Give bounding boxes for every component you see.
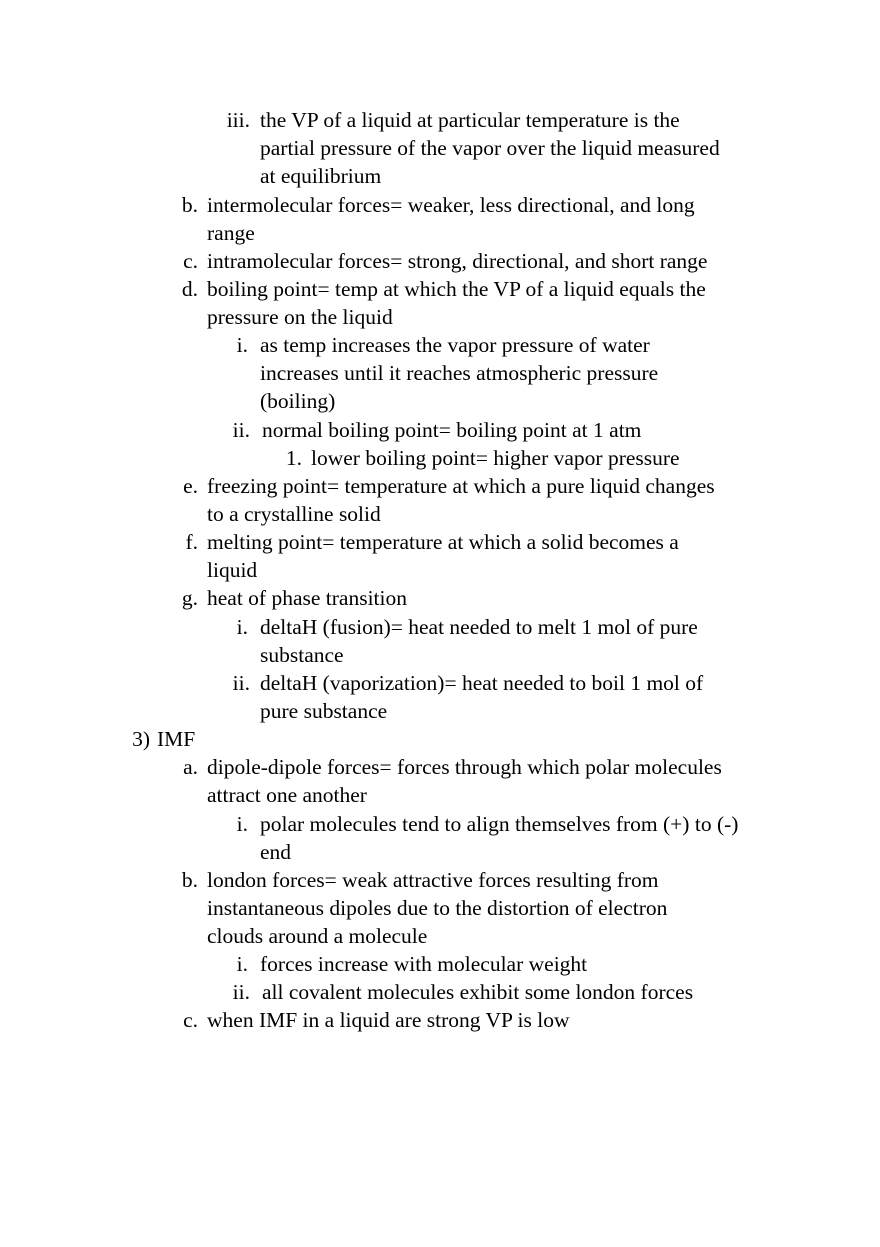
item-text-line: attract one another xyxy=(207,783,367,808)
item-text-line: intramolecular forces= strong, directional, and short range xyxy=(207,249,708,273)
item-text-line: melting point= temperature at which a solid becomes a xyxy=(207,530,679,554)
item-text-line: liquid xyxy=(207,558,258,583)
item-text-line: as temp increases the vapor pressure of water xyxy=(260,333,650,357)
item-text-line: london forces= weak attractive forces resulting from xyxy=(207,868,659,892)
item-marker: c. xyxy=(183,249,198,273)
item-text-line: pure substance xyxy=(260,699,388,724)
item-marker: i. xyxy=(236,952,248,976)
item-marker: b. xyxy=(181,868,198,892)
item-marker: c. xyxy=(183,1008,198,1032)
item-marker: iii. xyxy=(226,108,250,132)
item-text-line: when IMF in a liquid are strong VP is low xyxy=(207,1008,570,1032)
item-text-line: to a crystalline solid xyxy=(207,502,381,527)
item-text-line: at equilibrium xyxy=(260,164,382,189)
item-text-line: end xyxy=(260,840,292,865)
item-text-line: boiling point= temp at which the VP of a liquid equals the xyxy=(207,277,706,301)
item-text-line: instantaneous dipoles due to the distortion of electron xyxy=(207,896,668,921)
item-text-line: intermolecular forces= weaker, less directional, and long xyxy=(207,193,695,217)
item-marker: ii. xyxy=(232,980,250,1004)
item-text-line: IMF xyxy=(157,727,196,751)
item-text-line: heat of phase transition xyxy=(207,586,408,610)
item-text-line: deltaH (vaporization)= heat needed to boil 1 mol of xyxy=(260,671,704,695)
item-text-line: forces increase with molecular weight xyxy=(260,952,588,976)
item-text-line: normal boiling point= boiling point at 1 atm xyxy=(262,418,642,442)
item-text-line: freezing point= temperature at which a pure liquid changes xyxy=(207,474,715,498)
item-text-line: increases until it reaches atmospheric pressure xyxy=(260,361,659,386)
item-marker: 3) xyxy=(132,727,150,751)
item-text-line: the VP of a liquid at particular temperature is the xyxy=(260,108,680,132)
item-marker: i. xyxy=(236,812,248,836)
item-marker: g. xyxy=(181,586,198,610)
item-text-line: all covalent molecules exhibit some london forces xyxy=(262,980,694,1004)
item-text-line: lower boiling point= higher vapor pressure xyxy=(311,446,680,470)
item-marker: f. xyxy=(185,530,198,554)
item-text-line: substance xyxy=(260,643,344,668)
item-marker: 1. xyxy=(285,446,302,470)
item-marker: e. xyxy=(183,474,198,498)
item-marker: a. xyxy=(183,755,198,779)
item-marker: b. xyxy=(181,193,198,217)
item-marker: i. xyxy=(236,615,248,639)
item-text-line: dipole-dipole forces= forces through which polar molecules xyxy=(207,755,722,779)
item-text-line: partial pressure of the vapor over the liquid measured xyxy=(260,136,720,161)
item-marker: ii. xyxy=(232,671,250,695)
item-text-line: pressure on the liquid xyxy=(207,305,393,330)
item-marker: ii. xyxy=(232,418,250,442)
item-text-line: deltaH (fusion)= heat needed to melt 1 mol of pure xyxy=(260,615,698,639)
item-text-line: (boiling) xyxy=(260,389,336,414)
item-text-line: clouds around a molecule xyxy=(207,924,428,949)
item-marker: d. xyxy=(181,277,198,301)
item-marker: i. xyxy=(236,333,248,357)
item-text-line: range xyxy=(207,221,255,246)
item-text-line: polar molecules tend to align themselves from (+) to (-) xyxy=(260,812,739,836)
